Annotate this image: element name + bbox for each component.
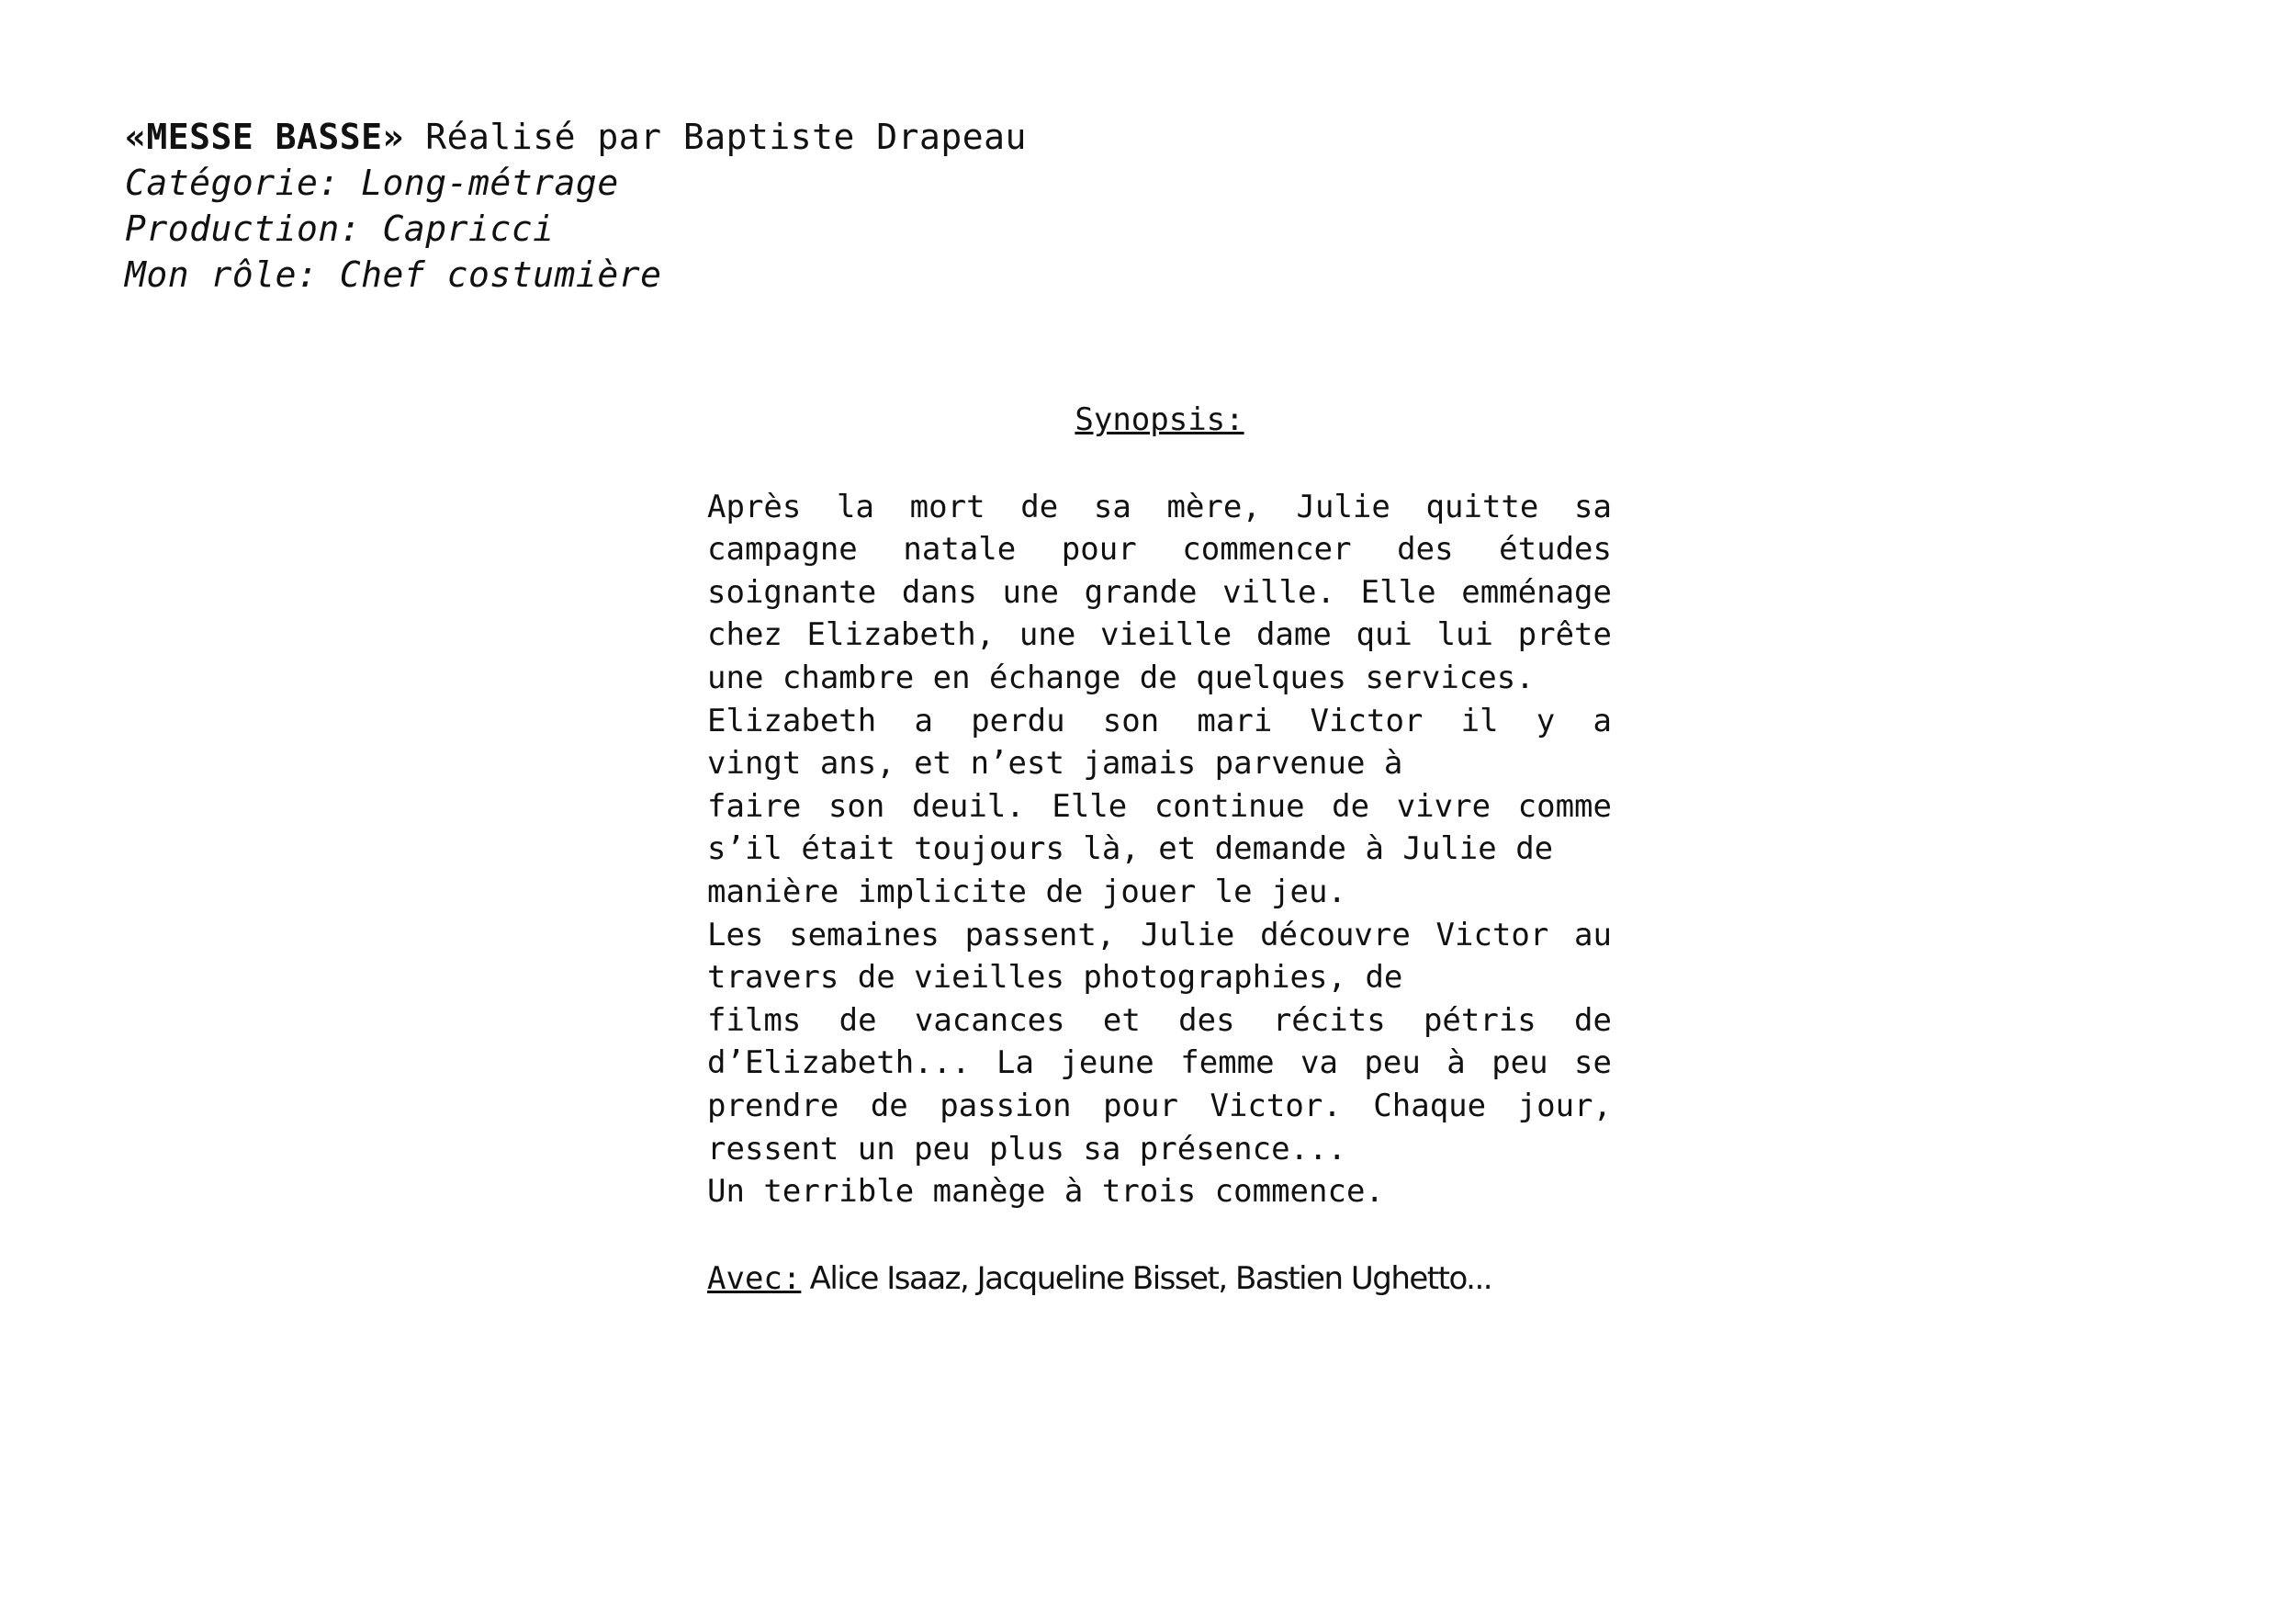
category-line: Catégorie: Long-métrage xyxy=(125,163,619,203)
director-credit: Réalisé par Baptiste Drapeau xyxy=(403,117,1027,157)
production-line: Production: Capricci xyxy=(125,209,555,249)
synopsis-line: manière implicite de jouer le jeu. xyxy=(707,873,1346,910)
synopsis-line: ressent un peu plus sa présence... xyxy=(707,1130,1346,1167)
synopsis-line: Elizabeth a perdu son mari Victor il y a xyxy=(707,702,1612,739)
synopsis-line: travers de vieilles photographies, de xyxy=(707,959,1403,997)
synopsis-heading: Synopsis: xyxy=(1075,401,1244,438)
synopsis-line: films de vacances et des récits pétris de xyxy=(707,1001,1612,1039)
cast-label: Avec: xyxy=(707,1259,802,1297)
synopsis-section xyxy=(707,399,1612,1300)
title-row xyxy=(125,114,1027,160)
synopsis-line: soignante dans une grande ville. Elle emménage xyxy=(707,573,1612,611)
synopsis-line: campagne natale pour commencer des études xyxy=(707,531,1612,569)
cast-line xyxy=(707,1257,1612,1301)
synopsis-line: Après la mort de sa mère, Julie quitte sa xyxy=(707,488,1612,525)
film-header xyxy=(125,114,1027,298)
role-line: Mon rôle: Chef costumière xyxy=(125,254,662,295)
synopsis-line: Les semaines passent, Julie découvre Victor au xyxy=(707,916,1612,953)
synopsis-line: une chambre en échange de quelques services. xyxy=(707,659,1535,696)
synopsis-line: Un terrible manège à trois commence. xyxy=(707,1173,1384,1211)
synopsis-line: s’il était toujours là, et demande à Julie de xyxy=(707,830,1554,868)
cast-names: Alice Isaaz, Jacqueline Bisset, Bastien Ughetto... xyxy=(801,1259,1492,1297)
synopsis-line: prendre de passion pour Victor. Chaque jour, xyxy=(707,1087,1612,1124)
synopsis-line: chez Elizabeth, une vieille dame qui lui prête xyxy=(707,616,1612,654)
synopsis-line: vingt ans, et n’est jamais parvenue à xyxy=(707,745,1403,783)
film-title: «MESSE BASSE» xyxy=(125,117,404,157)
synopsis-body xyxy=(707,486,1612,1213)
synopsis-line: faire son deuil. Elle continue de vivre comme xyxy=(707,787,1612,825)
synopsis-line: d’Elizabeth... La jeune femme va peu à peu se xyxy=(707,1044,1612,1082)
